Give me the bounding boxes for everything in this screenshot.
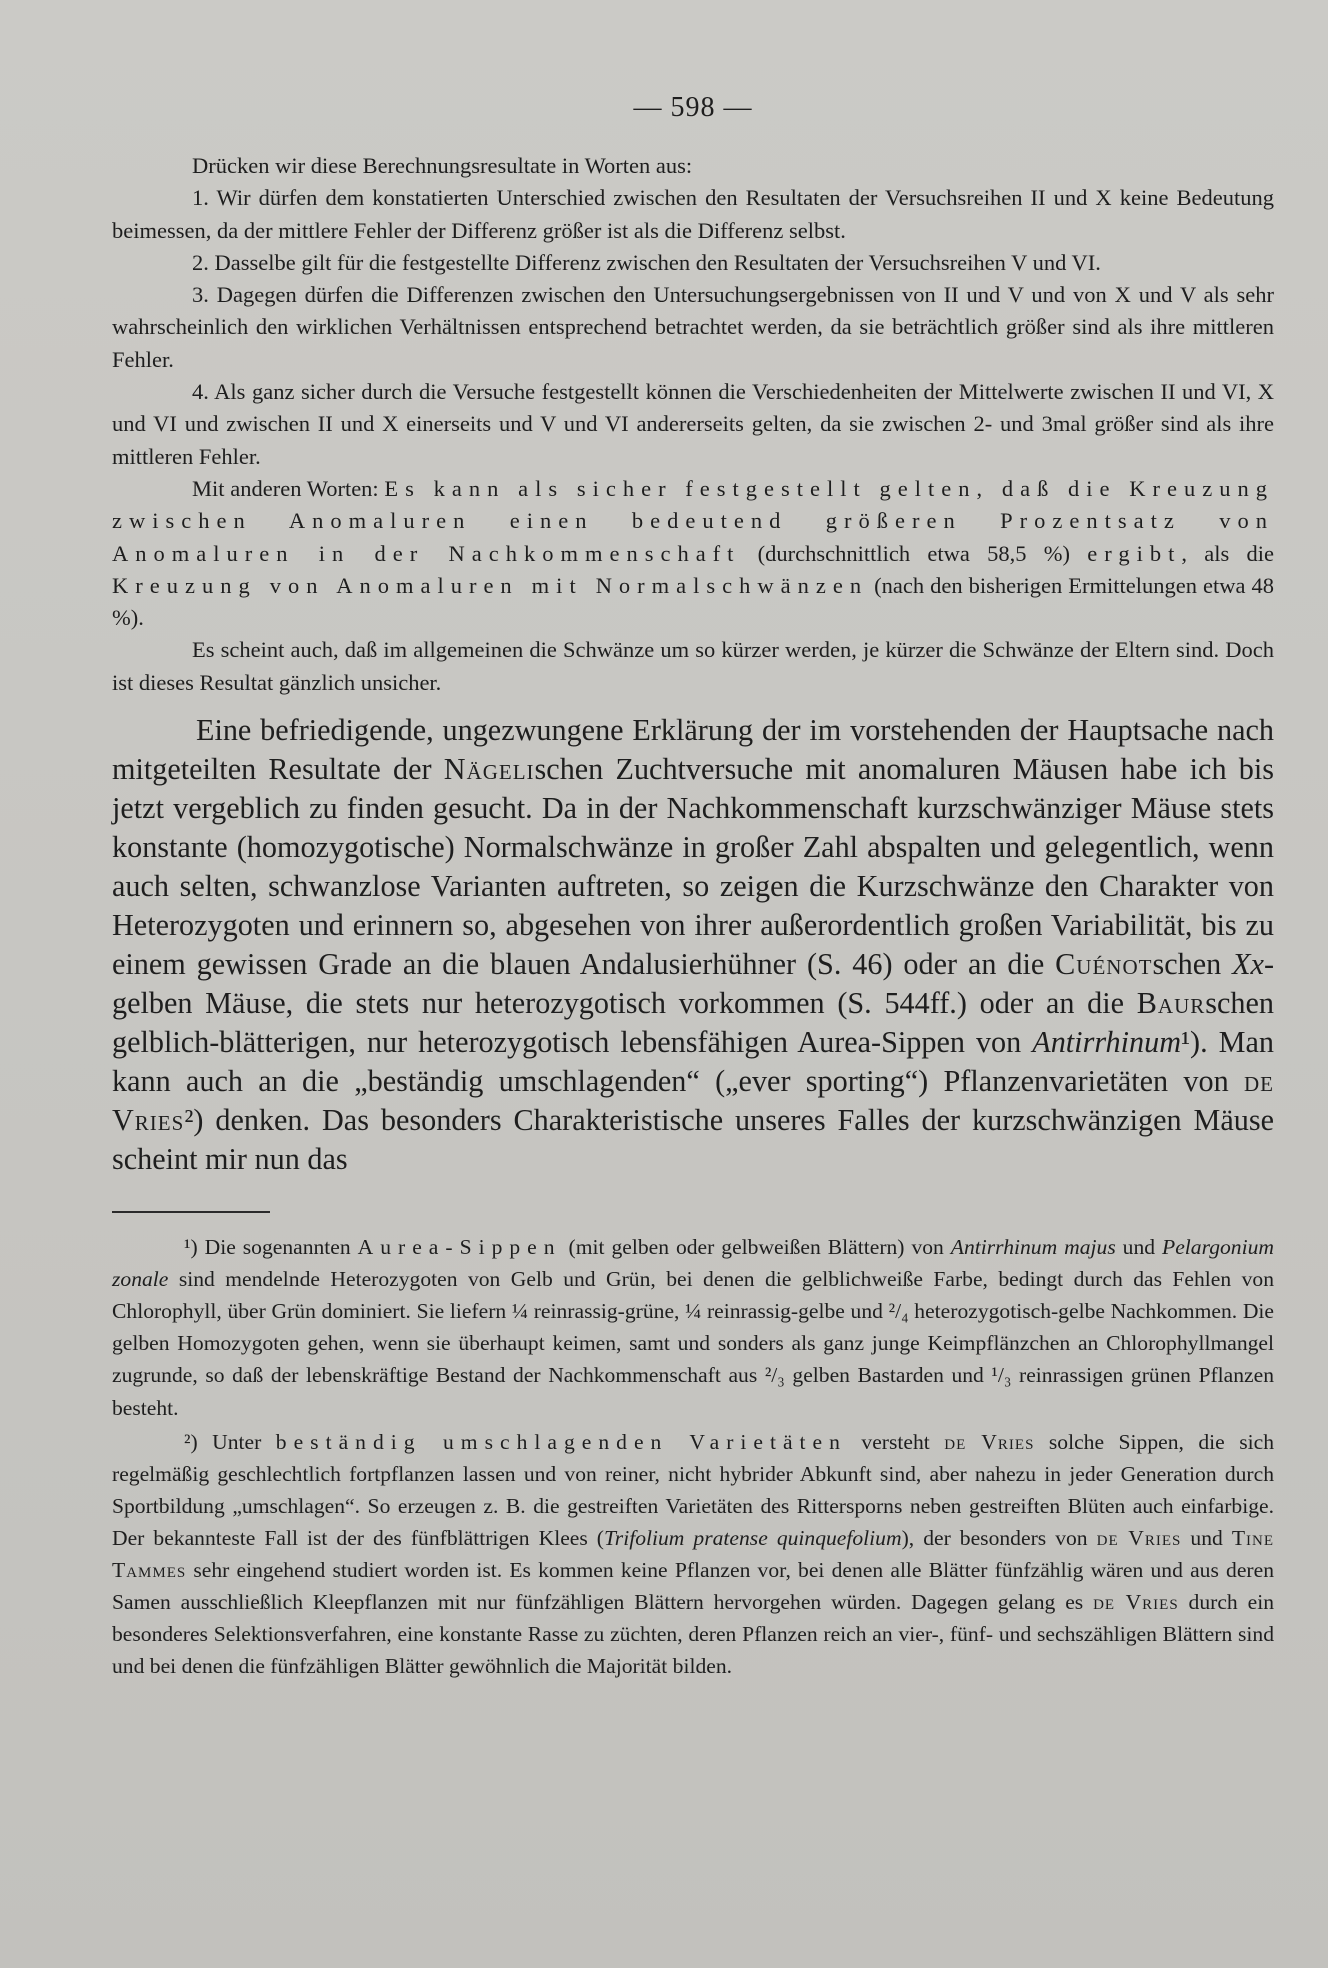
fn1-text-d: sind mendelnde Heterozygoten von Gelb und Grün, bei denen die gelblichweiße Farbe, bedingt durch das Fehlen von Chlorophyll, über Grün dominiert. Sie liefern ¼ reinrassig-grüne, ¼ reinrassig-gelbe und ²/₄ heterozygotisch-gelbe Nachkommen. Die gelben Homozygoten gehen, wenn sie überhaupt keimen, samt und sonders als ganz junge Keimpflänzchen an Chlorophyllmangel zugrunde, so daß der lebenskräftige Bestand der Nachkommenschaft aus ²/₃ gelben Bastarden und ¹/₃ reinrassigen grünen Pflanzen besteht. — [112, 1267, 1274, 1420]
fn1-species-2: Pelargonium zonale — [112, 1235, 1274, 1292]
fn2-text-d: ), der besonders von — [901, 1525, 1097, 1550]
footnote-1 — [112, 1231, 1274, 1424]
author-baur: Baur — [1136, 986, 1206, 1021]
summary-lead: Mit anderen Worten: — [192, 475, 385, 501]
fn2-emphasis: beständig umschlagenden Varietäten — [275, 1429, 847, 1454]
point-2: 2. Dasselbe gilt für die festgestellte Differenz zwischen den Resultaten der Versuchsreihen V und VI. — [192, 249, 1101, 275]
footnotes — [112, 1231, 1274, 1682]
main-text-g: ²) denken. Das besonders Charakteristische unseres Falles der kurzschwänzigen Mäuse scheint mir nun das — [112, 1103, 1274, 1177]
fn2-text-g: durch ein besonderes Selektionsverfahren, eine konstante Rasse zu züchten, deren Pflanzen reich an vier-, fünf- und sechszähligen Blättern sind und bei denen die fünfzähligen Blätter gewöhnlich die Majorität bilden. — [112, 1590, 1274, 1679]
fn2-text-a: ²) Unter — [184, 1429, 276, 1454]
results-section — [112, 150, 1274, 699]
author-cuenot: Cuénot — [1055, 947, 1153, 982]
summary-text-3: (nach den bisherigen Ermittelungen etwa 48 %). — [112, 572, 1274, 631]
fn2-author-1: de Vries — [944, 1429, 1035, 1454]
genotype-xx: Xx — [1232, 947, 1264, 982]
remark-paragraph: Es scheint auch, daß im allgemeinen die Schwänze um so kürzer werden, je kürzer die Schwänze der Eltern sind. Doch ist dieses Resultat gänzlich unsicher. — [112, 637, 1274, 695]
page-number: — 598 — — [633, 92, 753, 123]
main-text-a: Eine befriedigende, ungezwungene Erklärung der im vorstehenden der Hauptsache nach mitgeteilten Resultate der — [112, 713, 1274, 787]
fn2-author-tammes: Tine Tammes — [112, 1525, 1275, 1582]
main-text-d: -gelben Mäuse, die stets nur heterozygotisch vorkommen (S. 544ff.) oder an die — [112, 947, 1274, 1021]
fn2-text-e: und — [1181, 1525, 1232, 1550]
fn2-species: Trifolium pratense quinquefolium — [603, 1525, 902, 1550]
point-3: 3. Dagegen dürfen die Differenzen zwischen den Untersuchungsergebnissen von II und V und von X und V als sehr wahrscheinlich den wirklichen Verhältnissen entsprechend betrachtet werden, da sie beträchtlich größer sind als ihre mittleren Fehler. — [112, 282, 1274, 372]
footnote-2 — [112, 1426, 1274, 1683]
author-de-vries: de Vries — [112, 1064, 1274, 1138]
main-text — [112, 711, 1274, 1179]
genus-antirrhinum: Antirrhinum — [1032, 1025, 1181, 1060]
summary-emphasis-2: ergibt — [1087, 540, 1182, 566]
point-4: 4. Als ganz sicher durch die Versuche festgestellt können die Verschiedenheiten der Mittelwerte zwischen II und VI, X und VI und zwischen II und X einerseits und V und VI andererseits gelten, da sie zwischen 2- und 3mal größer sind als ihre mittleren Fehler. — [112, 379, 1274, 469]
fn1-emphasis: Aurea-Sippen — [357, 1235, 562, 1260]
intro-line: Drücken wir diese Berechnungsresultate in Worten aus: — [192, 153, 693, 178]
main-text-f: ¹). Man kann auch an die „beständig umschlagenden“ („ever sporting“) Pflanzenvarietäten von — [112, 1025, 1274, 1099]
fn1-text-a: ¹) Die sogenannten — [184, 1235, 358, 1260]
fn2-text-f: sehr eingehend studiert worden ist. Es kommen keine Pflanzen vor, bei denen alle Blätter fünfzählig wären und aus deren Samen ausschließlich Kleepflanzen mit nur fünfzähligen Blättern hervorgehen würden. Dagegen gelang es — [112, 1557, 1274, 1615]
summary-text-1: (durchschnittlich etwa 58,5 %) — [740, 540, 1088, 566]
summary-emphasis-3: Kreuzung von Anomaluren mit Normalschwänzen — [112, 572, 869, 598]
fn2-author-2: de Vries — [1096, 1525, 1182, 1550]
author-naegeli: Nägeli — [443, 752, 535, 787]
footnote-divider — [112, 1211, 270, 1213]
main-text-b: schen Zuchtversuche mit anomaluren Mäusen habe ich bis jetzt vergeblich zu finden gesucht. Da in der Nachkommenschaft kurzschwänziger Mäuse stets konstante (homozygotische) Normalschwänze in großer Zahl abspalten und gelegentlich, wenn auch selten, schwanzlose Varianten auftreten, so zeigen die Kurzschwänze den Charakter von Heterozygoten und erinnern so, abgesehen von ihrer außerordentlich großen Variabilität, bis zu einem gewissen Grade an die blauen Andalusierhühner (S. 46) oder an die — [112, 752, 1274, 982]
fn1-species-1: Antirrhinum majus — [950, 1235, 1116, 1260]
fn2-text-c: solche Sippen, die sich regelmäßig geschlechtlich fortpflanzen lassen und von reiner, nicht hybrider Abkunft sind, aber nahezu in jeder Generation durch Sportbildung „umschlagen“. So erzeugen z. B. die gestreiften Varietäten des Rittersporns neben gestreiften Blüten auch einfarbige. Der bekannteste Fall ist der des fünfblättrigen Klees ( — [112, 1429, 1275, 1550]
main-text-c: schen — [1152, 947, 1233, 982]
summary-emphasis-1: Es kann als sicher festgestellt gelten, daß die Kreuzung zwischen Anomaluren einen bedeutend größeren Prozentsatz von Anomaluren in der Nachkommenschaft — [112, 475, 1274, 566]
fn1-text-c: und — [1115, 1235, 1163, 1260]
fn1-text-b: (mit gelben oder gelbweißen Blättern) von — [561, 1235, 951, 1260]
fn2-author-3: de Vries — [1093, 1590, 1179, 1615]
main-text-e: schen gelblich-blätterigen, nur heterozygotisch lebensfähigen Aurea-Sippen von — [112, 986, 1274, 1060]
summary-text-2: , als die — [1181, 540, 1274, 566]
summary-paragraph — [112, 473, 1274, 634]
main-paragraph — [112, 711, 1274, 1179]
fn2-text-b: versteht — [846, 1429, 945, 1454]
point-1: 1. Wir dürfen dem konstatierten Unterschied zwischen den Resultaten der Versuchsreihen II und X keine Bedeutung beimessen, da der mittlere Fehler der Differenz größer ist als die Differenz selbst. — [112, 185, 1274, 243]
